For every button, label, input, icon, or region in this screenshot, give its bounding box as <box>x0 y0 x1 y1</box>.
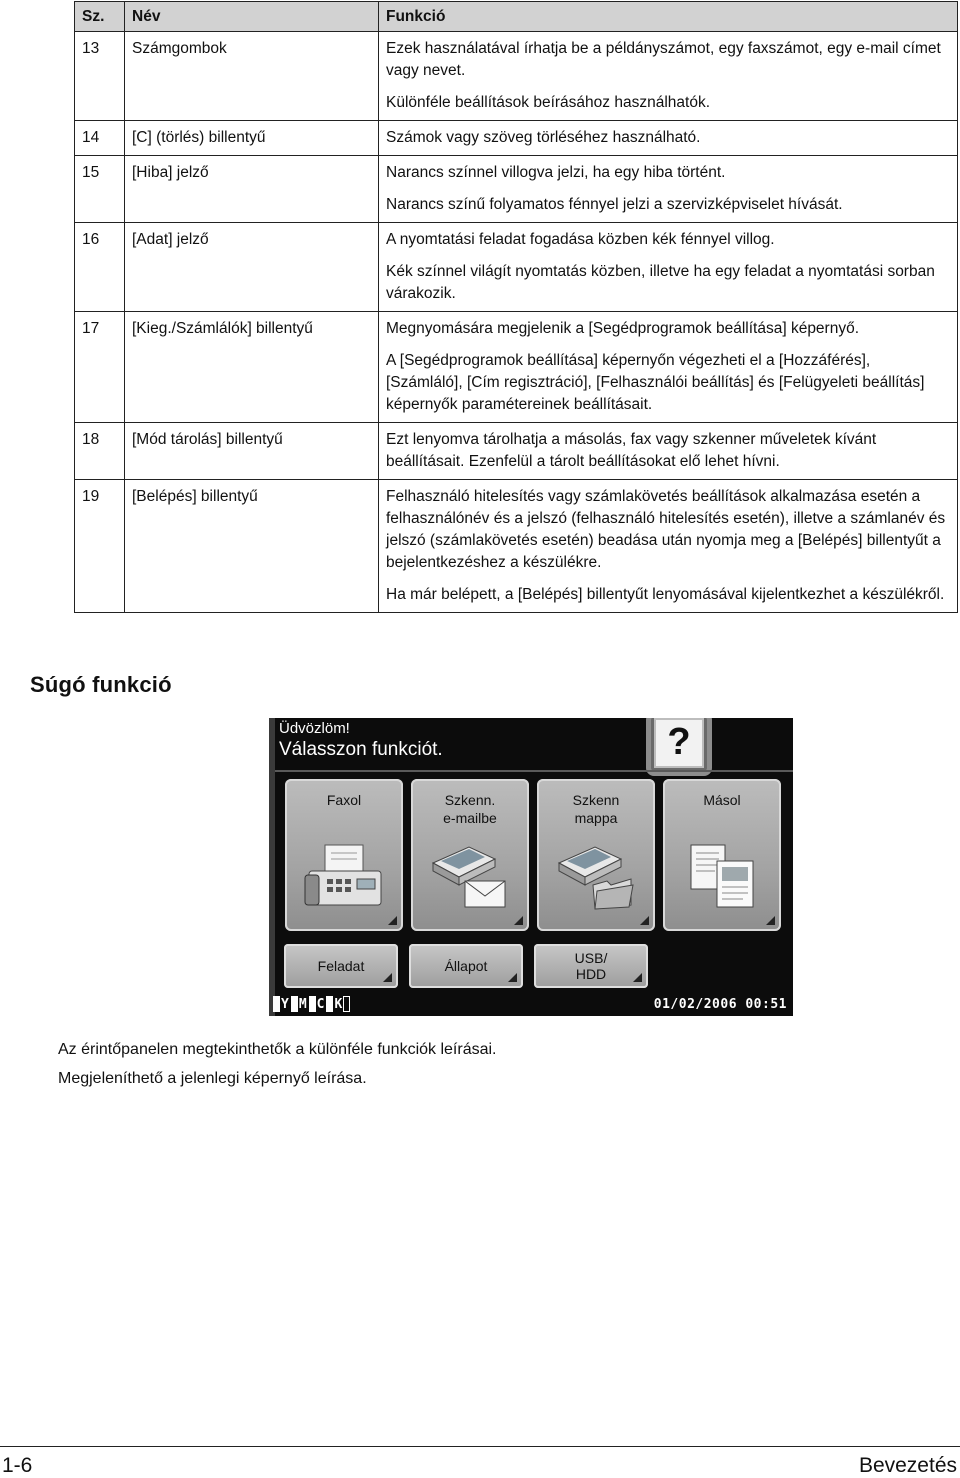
table-row <box>75 156 958 223</box>
highlight-ring <box>646 718 712 776</box>
toner-cyan: C <box>309 996 325 1012</box>
caption-text: Az érintőpanelen megtekinthetők a különféle funkciók leírásai. <box>58 1041 497 1058</box>
toner-levels <box>273 996 351 1012</box>
corner-marker <box>508 973 517 982</box>
header-divider <box>275 770 793 772</box>
function-text: Ezt lenyomva tárolhatja a másolás, fax vagy szkenner műveletek kívánt beállításait. Ezenfelül a tárolt beállításokat elő lehet hívni. <box>386 431 877 470</box>
corner-marker <box>383 973 392 982</box>
table-row <box>75 312 958 423</box>
function-text: Kék színnel világít nyomtatás közben, illetve ha egy feladat a nyomtatási sorban várakozik. <box>386 263 935 302</box>
status-button[interactable] <box>409 944 523 988</box>
scan-to-email-tile[interactable] <box>411 779 529 931</box>
corner-marker <box>514 916 523 925</box>
row-name: [Hiba] jelző <box>125 156 379 223</box>
touch-panel-screenshot <box>269 718 793 1016</box>
row-name: [Adat] jelző <box>125 223 379 312</box>
table-row <box>75 223 958 312</box>
fax-machine-icon <box>303 841 385 911</box>
row-function <box>379 423 958 480</box>
row-function <box>379 121 958 156</box>
date-time: 01/02/2006 00:51 <box>653 997 787 1012</box>
row-name: [Belépés] billentyű <box>125 480 379 613</box>
usb-hdd-button[interactable] <box>534 944 648 988</box>
row-num: 13 <box>75 32 125 121</box>
tile-label: Faxol <box>326 792 362 808</box>
corner-marker <box>640 916 649 925</box>
row-function <box>379 480 958 613</box>
toner-yellow: Y <box>273 996 289 1012</box>
table-row <box>75 480 958 613</box>
row-name: [Mód tárolás] billentyű <box>125 423 379 480</box>
function-text: Különféle beállítások beírásához használhatók. <box>386 94 710 111</box>
button-label: Állapot <box>444 958 488 974</box>
toner-black: K <box>326 996 351 1012</box>
table-row <box>75 32 958 121</box>
tile-label: Szkenn. e-mailbe <box>443 792 497 826</box>
help-button[interactable] <box>651 718 707 771</box>
scan-to-folder-tile[interactable] <box>537 779 655 931</box>
row-name: [Kieg./Számlálók] billentyű <box>125 312 379 423</box>
function-text: Narancs színű folyamatos fénnyel jelzi a szervizképviselet hívását. <box>386 196 843 213</box>
row-name: [C] (törlés) billentyű <box>125 121 379 156</box>
function-text: Megnyomására megjelenik a [Segédprogramok beállítása] képernyő. <box>386 320 860 337</box>
toner-magenta: M <box>291 996 307 1012</box>
function-text: A nyomtatási feladat fogadása közben kék fénnyel villog. <box>386 231 775 248</box>
table-row <box>75 423 958 480</box>
row-num: 15 <box>75 156 125 223</box>
row-name: Számgombok <box>125 32 379 121</box>
section-title: Súgó funkció <box>30 672 172 697</box>
caption-text: Megjeleníthető a jelenlegi képernyő leírása. <box>58 1070 367 1087</box>
corner-marker <box>766 916 775 925</box>
screen-header <box>279 720 443 762</box>
corner-marker <box>633 973 642 982</box>
header-name: Név <box>125 2 379 32</box>
function-text: Számok vagy szöveg törléséhez használható. <box>386 129 701 146</box>
function-text: A [Segédprogramok beállítása] képernyőn végezheti el a [Hozzáférés], [Számláló], [Cím regisztráció], [Felhasználói beállítás] és [Felügyeleti beállítás] képernyők paramétereinek beállításait. <box>386 352 925 413</box>
page-number: 1-6 <box>2 1454 33 1477</box>
corner-marker <box>388 916 397 925</box>
job-button[interactable] <box>284 944 398 988</box>
row-num: 17 <box>75 312 125 423</box>
row-num: 18 <box>75 423 125 480</box>
copy-documents-icon <box>681 841 763 911</box>
scan-to-folder-icon <box>555 841 637 911</box>
fax-tile[interactable] <box>285 779 403 931</box>
function-text: Felhasználó hitelesítés vagy számlakövetés beállítások alkalmazása esetén a felhasználónév és a jelszó (felhasználó hitelesítés esetén), illetve a számlanév és jelszó (számlakövetés esetén) beadása után nyomja meg a [Belépés] billentyűt a bejelentkezéshez a készülékre. <box>386 488 946 571</box>
function-text: Ezek használatával írhatja be a példányszámot, egy faxszámot, egy e-mail címet vagy nevet. <box>386 40 941 79</box>
row-num: 14 <box>75 121 125 156</box>
row-num: 19 <box>75 480 125 613</box>
tile-label: Másol <box>703 792 741 808</box>
header-function: Funkció <box>379 2 958 32</box>
table-row <box>75 121 958 156</box>
row-num: 16 <box>75 223 125 312</box>
copy-tile[interactable] <box>663 779 781 931</box>
status-bar <box>269 992 793 1016</box>
tile-label: Szkenn mappa <box>572 792 620 826</box>
chapter-title: Bevezetés <box>858 1454 957 1477</box>
button-label: Feladat <box>317 958 365 974</box>
scan-to-email-icon <box>429 841 511 911</box>
row-function <box>379 312 958 423</box>
row-function <box>379 32 958 121</box>
function-table <box>74 1 958 613</box>
prompt-text: Válasszon funkciót. <box>279 739 443 760</box>
help-icon: ? <box>667 721 691 763</box>
function-text: Narancs színnel villogva jelzi, ha egy hiba történt. <box>386 164 726 181</box>
footer-divider <box>0 1446 960 1447</box>
function-text: Ha már belépett, a [Belépés] billentyűt lenyomásával kijelentkezhet a készülékről. <box>386 586 945 603</box>
row-function <box>379 156 958 223</box>
greeting-text: Üdvözlöm! <box>279 720 350 737</box>
row-function <box>379 223 958 312</box>
button-label: USB/ HDD <box>574 950 608 982</box>
header-num: Sz. <box>75 2 125 32</box>
table-header-row <box>75 2 958 32</box>
screen-bezel <box>269 718 275 1016</box>
